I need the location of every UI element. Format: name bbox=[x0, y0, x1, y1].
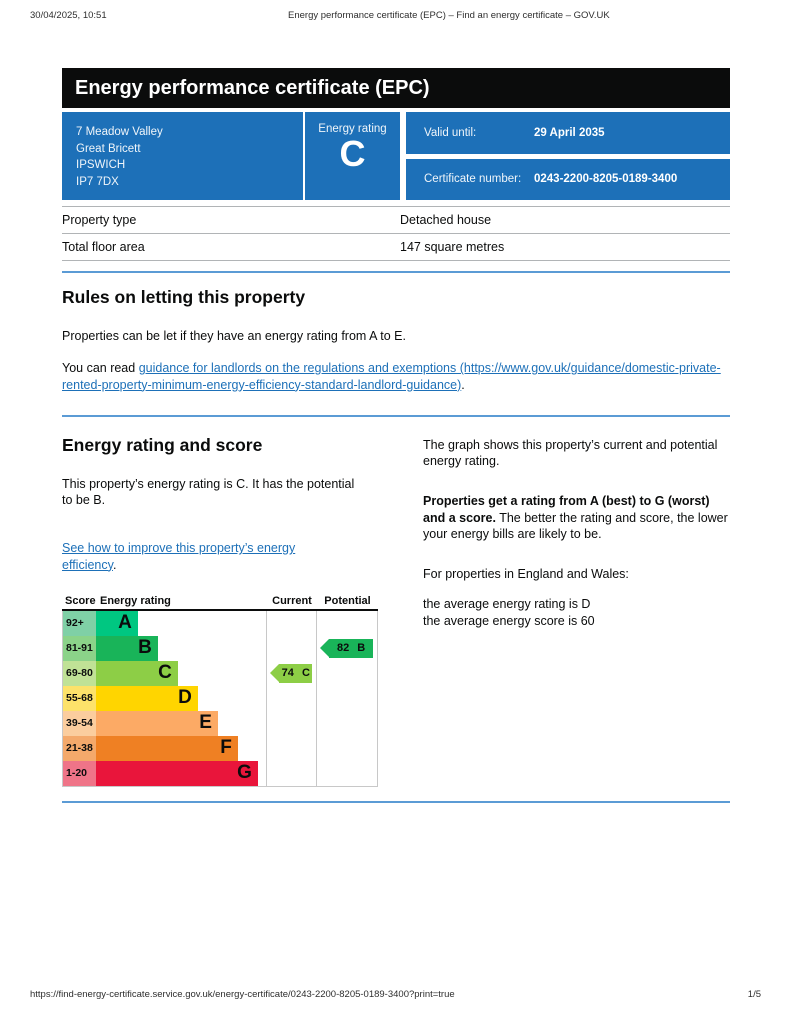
property-type-label: Property type bbox=[62, 213, 137, 227]
validity-panel bbox=[406, 112, 730, 200]
epc-bar-area bbox=[96, 686, 266, 711]
section-divider bbox=[62, 801, 730, 803]
epc-chart-rows bbox=[62, 611, 378, 787]
england-wales-intro: For properties in England and Wales: bbox=[423, 567, 629, 581]
rating-explanation-rest: The better the rating and score, the lower your energy bills are likely to be. bbox=[423, 510, 728, 541]
section-divider bbox=[62, 415, 730, 417]
address-and-rating-panel bbox=[62, 112, 400, 200]
print-footer-url: https://find-energy-certificate.service.gov.uk/energy-certificate/0243-2200-8205-0189-3400?print=true bbox=[30, 989, 455, 1000]
valid-until-box bbox=[406, 112, 730, 154]
score-column-header: Score bbox=[65, 594, 96, 607]
energy-rating-box bbox=[305, 112, 400, 200]
page-title: Energy performance certificate (EPC) bbox=[62, 68, 730, 108]
potential-rating-arrow-label: 82 B bbox=[336, 642, 366, 655]
epc-band-row-c bbox=[63, 661, 377, 686]
property-type-value: Detached house bbox=[400, 213, 492, 227]
epc-band-bar: D bbox=[96, 686, 198, 711]
epc-bar-area bbox=[96, 636, 266, 661]
certificate-number-label: Certificate number: bbox=[424, 173, 522, 186]
potential-rating-arrow-tip bbox=[320, 639, 329, 657]
property-summary-table bbox=[62, 206, 730, 261]
epc-bar-area bbox=[96, 736, 266, 761]
epc-potential-cell bbox=[316, 661, 377, 686]
epc-potential-cell bbox=[316, 711, 377, 736]
epc-band-bar: F bbox=[96, 736, 238, 761]
current-rating-arrow-label: 74 C bbox=[281, 667, 310, 680]
epc-potential-cell bbox=[316, 611, 377, 636]
print-page-indicator: 1/5 bbox=[747, 989, 761, 1000]
epc-bar-area bbox=[96, 711, 266, 736]
floor-area-value: 147 square metres bbox=[400, 240, 505, 254]
rating-column bbox=[62, 435, 382, 787]
epc-band-bar: E bbox=[96, 711, 218, 736]
epc-score-range: 21-38 bbox=[63, 736, 96, 761]
epc-current-cell bbox=[266, 736, 316, 761]
rules-link-prefix: You can read bbox=[62, 361, 139, 376]
epc-band-bar: B bbox=[96, 636, 158, 661]
epc-band-row-a bbox=[63, 611, 377, 636]
address-line-1: 7 Meadow Valley bbox=[76, 126, 163, 138]
certificate-number-box bbox=[406, 159, 730, 201]
epc-band-row-d bbox=[63, 686, 377, 711]
table-row bbox=[62, 233, 730, 261]
rating-heading: Energy rating and score bbox=[62, 434, 263, 455]
epc-potential-cell bbox=[316, 636, 377, 661]
rules-link-paragraph bbox=[62, 360, 730, 393]
energy-rating-section bbox=[62, 435, 730, 787]
rating-explanation bbox=[423, 493, 730, 542]
rules-heading: Rules on letting this property bbox=[62, 287, 306, 307]
print-datetime: 30/04/2025, 10:51 bbox=[30, 10, 107, 21]
property-address bbox=[62, 112, 303, 200]
rating-explanation-column bbox=[423, 435, 730, 787]
improve-link-suffix: . bbox=[112, 557, 117, 572]
print-doc-title: Energy performance certificate (EPC) – Find an energy certificate – GOV.UK bbox=[288, 10, 610, 21]
epc-potential-cell bbox=[316, 686, 377, 711]
current-column-header: Current bbox=[272, 594, 312, 607]
energy-rating-label: Energy rating bbox=[318, 123, 387, 135]
epc-band-row-f bbox=[63, 736, 377, 761]
section-divider bbox=[62, 271, 730, 273]
epc-score-range: 55-68 bbox=[63, 686, 96, 711]
epc-score-range: 81-91 bbox=[63, 636, 96, 661]
rules-section bbox=[62, 287, 730, 393]
current-rating-arrow-tip bbox=[270, 664, 279, 682]
rating-paragraph: This property’s energy rating is C. It has the potential to be B. bbox=[62, 476, 355, 507]
valid-until-value: 29 April 2035 bbox=[534, 126, 605, 139]
epc-current-cell bbox=[266, 611, 316, 636]
potential-rating-arrow bbox=[329, 639, 373, 658]
address-line-3: IPSWICH bbox=[76, 159, 126, 172]
epc-current-cell bbox=[266, 636, 316, 661]
table-row bbox=[62, 206, 730, 233]
current-rating-arrow bbox=[279, 664, 312, 683]
epc-bar-area bbox=[96, 611, 266, 636]
epc-score-range: 92+ bbox=[63, 611, 96, 636]
floor-area-label: Total floor area bbox=[62, 240, 145, 254]
address-line-4: IP7 7DX bbox=[76, 176, 119, 189]
epc-band-bar: C bbox=[96, 661, 178, 686]
certificate-summary bbox=[62, 112, 730, 200]
energy-rating-letter: C bbox=[339, 133, 366, 174]
epc-current-cell bbox=[266, 661, 316, 686]
epc-score-range: 39-54 bbox=[63, 711, 96, 736]
epc-potential-cell bbox=[316, 736, 377, 761]
certificate-content bbox=[62, 68, 730, 803]
epc-bar-area bbox=[96, 761, 266, 786]
graph-description: The graph shows this property’s current and potential energy rating. bbox=[423, 437, 718, 468]
energy-rating-column-header: Energy rating bbox=[100, 594, 171, 607]
epc-potential-cell bbox=[316, 761, 377, 786]
epc-current-cell bbox=[266, 761, 316, 786]
improve-efficiency-link[interactable]: See how to improve this property’s energy efficiency bbox=[62, 541, 296, 572]
rules-paragraph: Properties can be let if they have an energy rating from A to E. bbox=[62, 329, 406, 343]
epc-bar-area bbox=[96, 661, 266, 686]
epc-current-cell bbox=[266, 711, 316, 736]
potential-column-header: Potential bbox=[324, 594, 371, 607]
epc-current-cell bbox=[266, 686, 316, 711]
average-rating-line: the average energy rating is D bbox=[423, 597, 591, 612]
epc-rating-chart bbox=[62, 595, 378, 787]
address-line-2: Great Bricett bbox=[76, 142, 141, 155]
rating-explanation-bold: Properties get a rating from A (best) to G (worst) and a score. bbox=[423, 494, 710, 525]
epc-score-range: 1-20 bbox=[63, 761, 96, 786]
certificate-number-value: 0243-2200-8205-0189-3400 bbox=[534, 173, 678, 186]
epc-band-row-g bbox=[63, 761, 377, 786]
valid-until-label: Valid until: bbox=[424, 126, 477, 139]
epc-band-row-e bbox=[63, 711, 377, 736]
epc-score-range: 69-80 bbox=[63, 661, 96, 686]
epc-band-row-b bbox=[63, 636, 377, 661]
landlord-guidance-link[interactable]: guidance for landlords on the regulations and exemptions (https://www.gov.uk/guidance/domestic-private-rented-property-minimum-energy-efficiency-standard-landlord-guidance) bbox=[62, 361, 721, 392]
epc-chart-header bbox=[62, 595, 378, 611]
epc-band-bar: A bbox=[96, 611, 138, 636]
epc-band-bar: G bbox=[96, 761, 258, 786]
rules-link-suffix: . bbox=[461, 377, 465, 392]
average-score-line: the average energy score is 60 bbox=[423, 613, 595, 628]
